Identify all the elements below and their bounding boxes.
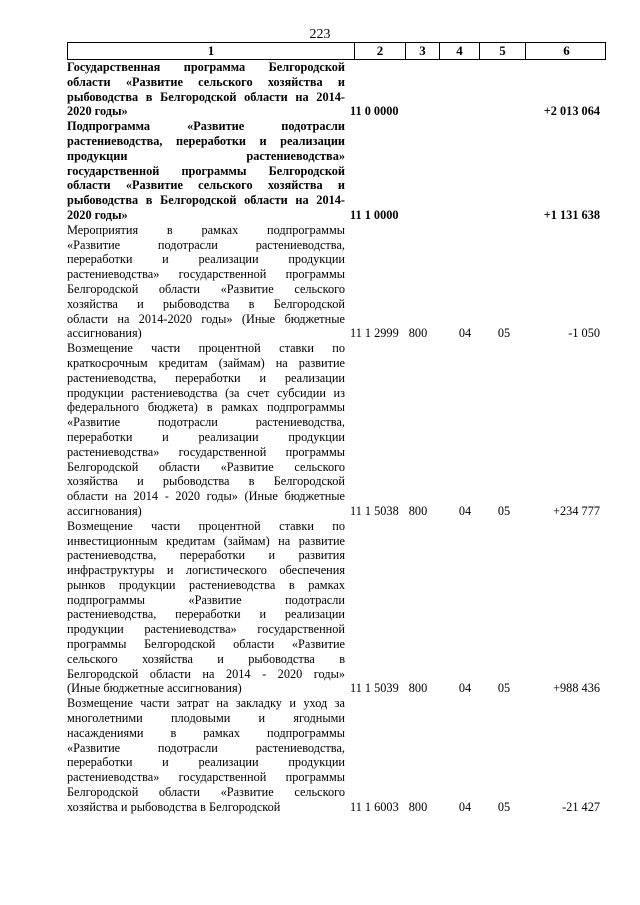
description-line: «Развитие подотрасли растениеводства,	[67, 740, 345, 755]
description-line: 2020 годы»	[67, 207, 128, 222]
row-section: 04	[458, 799, 472, 814]
header-col-3: 3	[405, 43, 439, 59]
header-col-2: 2	[354, 43, 405, 59]
description-line: Государственная программа Белгородской	[67, 60, 345, 74]
description-line: «Развитие подотрасли растениеводства,	[67, 415, 345, 430]
description-line: растениеводства, переработки и развития	[67, 548, 345, 563]
description-line: переработки и реализации продукции	[67, 252, 345, 267]
row-amount: -21 427	[562, 799, 600, 814]
description-line: Белгородской области «Развитие сельского	[67, 785, 345, 800]
table-row	[67, 223, 606, 341]
header-col-4: 4	[439, 43, 479, 59]
description-line: «Развитие подотрасли растениеводства,	[67, 237, 345, 252]
table-row	[67, 60, 606, 119]
row-description	[67, 696, 345, 814]
table-row	[67, 119, 606, 223]
description-line: (Иные бюджетные ассигнования)	[67, 681, 242, 696]
row-subsection: 05	[497, 681, 511, 696]
row-expense-type: 800	[408, 503, 428, 518]
description-line: насаждениями в рамках подпрограммы	[67, 725, 345, 740]
description-line: подпрограммы «Развитие подотрасли	[67, 592, 345, 607]
description-line: продукции растениеводства (за счет субсидии из	[67, 385, 345, 400]
description-line: продукции растениеводства»	[67, 148, 345, 163]
description-line: области на 2014 - 2020 годы» (Иные бюджетные	[67, 489, 345, 504]
description-line: Белгородской области «Развитие сельского	[67, 459, 345, 474]
table-header-row	[67, 42, 606, 60]
row-description	[67, 519, 345, 697]
description-line: Белгородской области «Развитие сельского	[67, 281, 345, 296]
table-row	[67, 696, 606, 814]
description-line: хозяйства и рыбоводства в Белгородской	[67, 296, 345, 311]
row-description	[67, 341, 345, 519]
description-line: Возмещение части процентной ставки по	[67, 518, 345, 533]
description-line: многолетними плодовыми и ягодными	[67, 711, 345, 726]
description-line: ассигнования)	[67, 326, 142, 341]
description-line: хозяйства и рыбоводства в Белгородской	[67, 799, 281, 814]
description-line: рыбоводства в Белгородской области на 2014-	[67, 193, 345, 208]
description-line: федерального бюджета) в рамках подпрограммы	[67, 400, 345, 415]
row-section: 04	[458, 503, 472, 518]
row-section: 04	[458, 326, 472, 341]
row-amount: +234 777	[553, 503, 600, 518]
description-line: переработки и реализации продукции	[67, 429, 345, 444]
row-amount: +988 436	[553, 681, 600, 696]
description-line: Возмещение части процентной ставки по	[67, 341, 345, 356]
header-col-5: 5	[479, 43, 525, 59]
description-line: программы Белгородской области «Развитие	[67, 637, 345, 652]
description-line: рынков продукции растениеводства в рамках	[67, 577, 345, 592]
header-col-1: 1	[207, 43, 215, 58]
description-line: растениеводства» государственной программы	[67, 444, 345, 459]
row-expense-type: 800	[408, 326, 428, 341]
description-line: растениеводства, переработки и реализации	[67, 133, 345, 148]
description-line: Подпрограмма «Развитие подотрасли	[67, 119, 345, 134]
table-row	[67, 519, 606, 697]
description-line: переработки и реализации продукции	[67, 755, 345, 770]
row-amount: -1 050	[568, 326, 600, 341]
description-line: Возмещение части затрат на закладку и уход за	[67, 696, 345, 711]
description-line: области «Развитие сельского хозяйства и	[67, 74, 345, 89]
row-description	[67, 223, 345, 341]
description-line: продукции растениеводства» государственной	[67, 622, 345, 637]
description-line: краткосрочным кредитам (займам) на развитие	[67, 355, 345, 370]
description-line: растениеводства» государственной программы	[67, 267, 345, 282]
row-expense-type: 800	[408, 681, 428, 696]
description-line: рыбоводства в Белгородской области на 2014-	[67, 89, 345, 104]
description-line: области «Развитие сельского хозяйства и	[67, 178, 345, 193]
description-line: инвестиционным кредитам (займам) на развитие	[67, 533, 345, 548]
page-number: 223	[309, 27, 331, 42]
description-line: хозяйства и рыбоводства в Белгородской	[67, 474, 345, 489]
description-line: растениеводства, переработки и реализации	[67, 370, 345, 385]
header-col-6: 6	[525, 43, 607, 59]
description-line: Белгородской области на 2014 - 2020 годы»	[67, 666, 345, 681]
row-code: 11 1 6003	[350, 799, 399, 814]
row-subsection: 05	[497, 503, 511, 518]
row-subsection: 05	[497, 799, 511, 814]
description-line: растениеводства» государственной программы	[67, 770, 345, 785]
description-line: ассигнования)	[67, 503, 142, 518]
description-line: государственной программы Белгородской	[67, 163, 345, 178]
row-code: 11 1 2999	[350, 326, 399, 341]
description-line: Мероприятия в рамках подпрограммы	[67, 222, 345, 237]
row-description	[67, 60, 345, 119]
description-line: сельского хозяйства и рыбоводства в	[67, 651, 345, 666]
table-body	[67, 60, 606, 815]
description-line: инфраструктуры и логистического обеспечения	[67, 563, 345, 578]
row-amount: +1 131 638	[543, 207, 600, 222]
row-code: 11 1 0000	[350, 207, 399, 222]
table-row	[67, 341, 606, 519]
row-code: 11 1 5039	[350, 681, 399, 696]
row-subsection: 05	[497, 326, 511, 341]
row-section: 04	[458, 681, 472, 696]
description-line: 2020 годы»	[67, 104, 128, 119]
row-amount: +2 013 064	[543, 104, 600, 119]
row-code: 11 1 5038	[350, 503, 399, 518]
description-line: области на 2014-2020 годы» (Иные бюджетные	[67, 311, 345, 326]
description-line: растениеводства, переработки и реализации	[67, 607, 345, 622]
row-description	[67, 119, 345, 223]
row-code: 11 0 0000	[350, 104, 399, 119]
row-expense-type: 800	[408, 799, 428, 814]
